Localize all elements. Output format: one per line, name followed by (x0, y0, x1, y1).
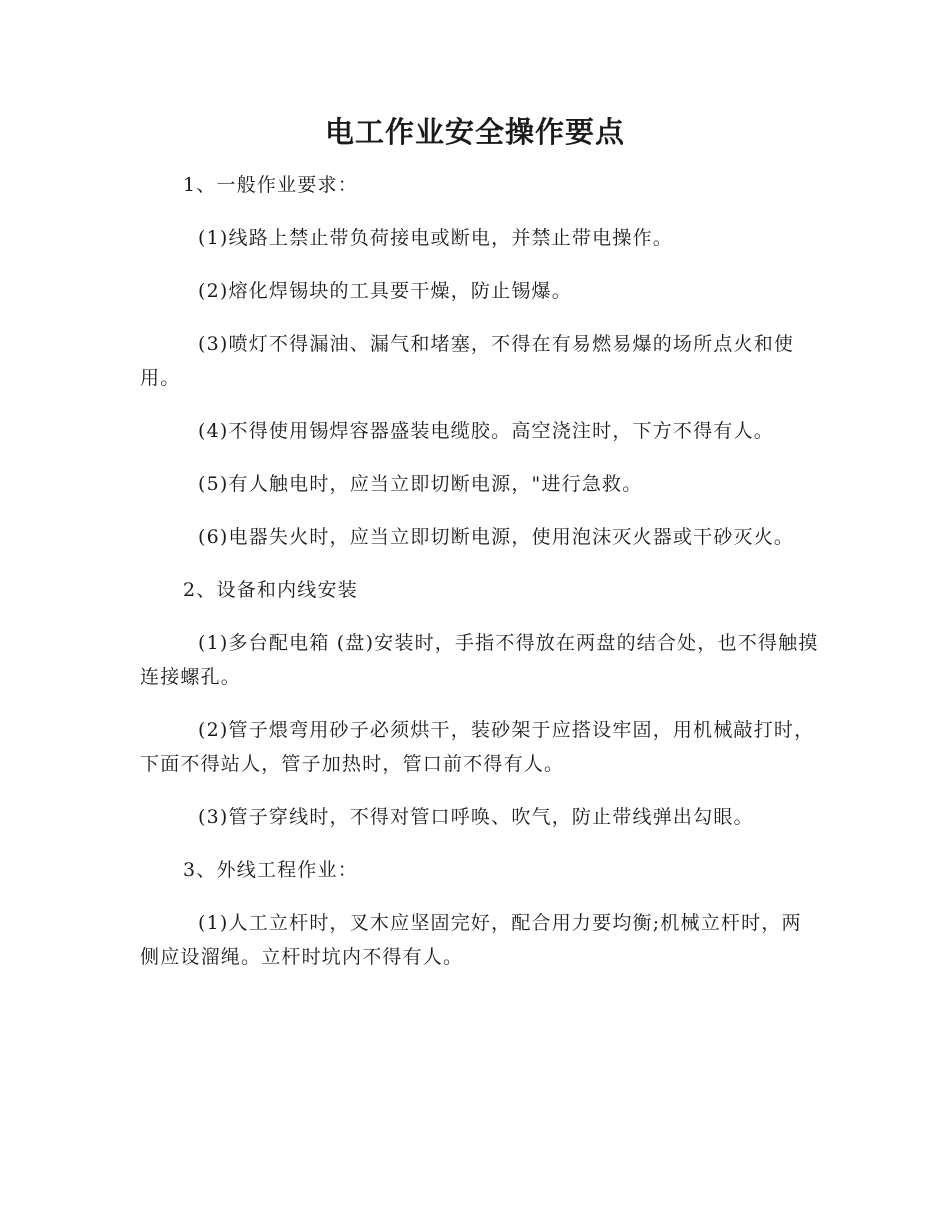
paragraph-item: (1)线路上禁止带负荷接电或断电，并禁止带电操作。 (198, 227, 673, 249)
paragraph-item: (5)有人触电时，应当立即切断电源，"进行急救。 (198, 473, 643, 495)
document-body (140, 168, 820, 993)
paragraph-item: (3)管子穿线时，不得对管口呼唤、吹气，防止带线弹出勾眼。 (198, 806, 754, 828)
paragraph-item: (1)人工立杆时，叉木应坚固完好，配合用力要均衡;机械立杆时，两侧应设溜绳。立杆时坑内不得有人。 (140, 912, 802, 968)
section-heading-general: 1、一般作业要求： (183, 174, 358, 196)
document-title: 电工作业安全操作要点 (324, 115, 625, 149)
paragraph-item: (3)喷灯不得漏油、漏气和堵塞，不得在有易燃易爆的场所点火和使用。 (140, 333, 795, 389)
paragraph-item: (6)电器失火时，应当立即切断电源，使用泡沫灭火器或干砂灭火。 (198, 526, 795, 548)
section-heading-equipment: 2、设备和内线安装 (183, 579, 358, 601)
paragraph-item: (1)多台配电箱 (盘)安装时，手指不得放在两盘的结合处，也不得触摸连接螺孔。 (140, 632, 819, 688)
paragraph-item: (2)管子煨弯用砂子必须烘干，装砂架于应搭设牢固，用机械敲打时，下面不得站人，管子加热时，管口前不得有人。 (140, 719, 815, 775)
paragraph-item: (2)熔化焊锡块的工具要干燥，防止锡爆。 (198, 280, 572, 302)
section-heading-outdoor: 3、外线工程作业： (183, 859, 358, 881)
paragraph-item: (4)不得使用锡焊容器盛装电缆胶。高空浇注时，下方不得有人。 (198, 420, 774, 442)
